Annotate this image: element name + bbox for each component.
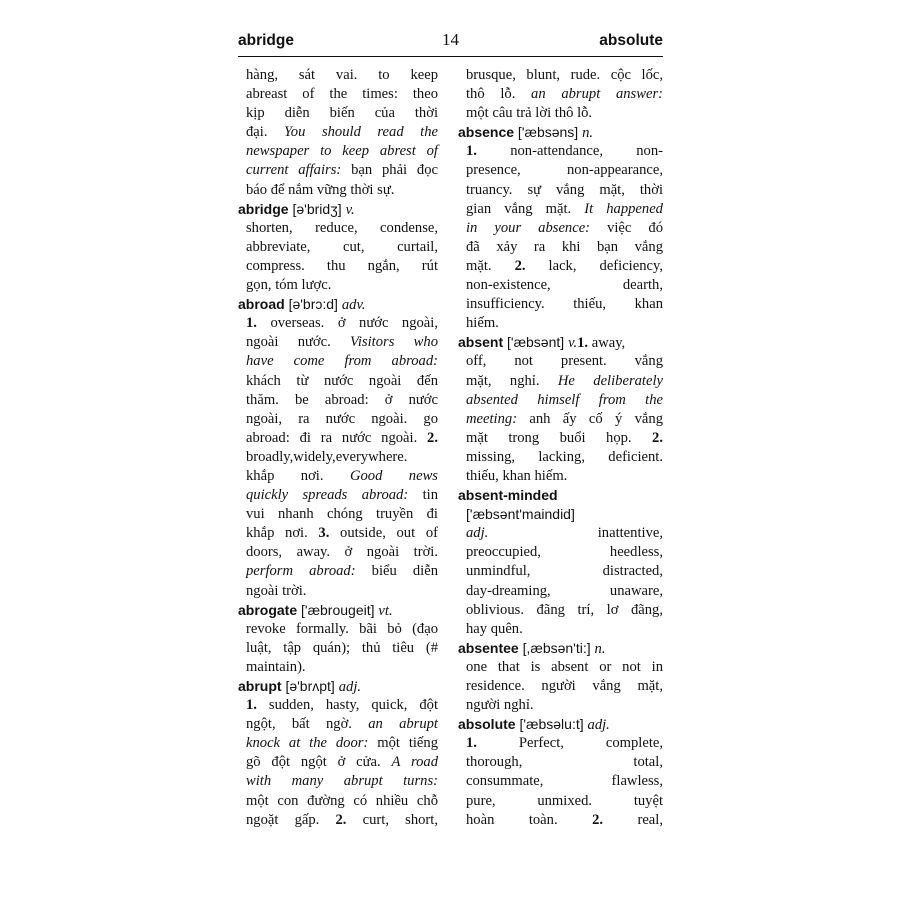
text-segment: ngoài, ra nước ngoài. go <box>246 410 438 427</box>
text-segment: revoke formally. bãi bỏ (đạo <box>246 620 438 637</box>
text-segment: abroad: đi ra nước ngoài. <box>246 429 428 446</box>
text-line <box>458 200 663 219</box>
text-line <box>458 792 663 811</box>
text-line <box>238 753 438 772</box>
text-line <box>238 314 438 333</box>
text-segment: luật, tập quán); thủ tiêu (# <box>246 639 438 656</box>
text-line <box>458 181 663 200</box>
text-line <box>458 142 663 161</box>
text-line <box>238 181 438 200</box>
text-segment: residence. người vắng mặt, <box>466 678 663 694</box>
italic-text: adj. <box>466 525 489 542</box>
text-line <box>458 601 663 620</box>
text-segment: truancy. sự vắng mặt, thời <box>466 181 663 198</box>
text-segment: đại. <box>246 124 285 141</box>
italic-text: adj. <box>338 679 362 695</box>
text-line <box>458 524 663 543</box>
text-line <box>458 811 663 830</box>
text-line <box>238 372 438 391</box>
entry-headline <box>458 715 663 734</box>
text-segment: ngoặt gấp. <box>246 811 336 828</box>
text-segment: day-dreaming, unaware, <box>466 582 663 599</box>
text-line <box>458 352 663 371</box>
headword: absolute <box>458 716 516 733</box>
text-line <box>238 104 438 123</box>
text-line <box>458 753 663 772</box>
text-line <box>238 734 438 753</box>
text-segment: một câu trả lời thô lỗ. <box>466 105 593 122</box>
text-segment: ngoài nước. <box>246 334 351 351</box>
text-segment: gọn, tóm lược. <box>246 277 332 294</box>
pronunciation: ['æbrougeit] <box>297 601 379 618</box>
entry-headline <box>458 639 663 658</box>
text-segment: lack, deficiency, <box>525 257 663 274</box>
sense-number: 1. <box>466 143 477 160</box>
text-line <box>238 772 438 791</box>
text-line <box>458 391 663 410</box>
text-segment: off, not present. vắng <box>466 353 663 370</box>
text-line <box>238 582 438 601</box>
text-segment: người nghỉ. <box>466 697 534 714</box>
entry-headline <box>238 200 438 219</box>
text-segment: khắp nơi. <box>246 525 319 542</box>
text-line <box>238 639 438 658</box>
text-segment: khắp nơi. <box>246 467 350 484</box>
headword: abrupt <box>238 678 282 694</box>
text-segment: preoccupied, heedless, <box>466 544 663 561</box>
italic-text: It happened <box>584 200 663 217</box>
text-line <box>238 410 438 429</box>
text-segment: hay quên. <box>466 620 523 637</box>
text-line <box>238 505 438 524</box>
text-line <box>458 66 663 85</box>
text-line <box>458 276 663 295</box>
italic-text: vt. <box>378 602 393 619</box>
text-line <box>458 677 663 696</box>
pronunciation: ['æbsənt'maindid] <box>466 506 575 523</box>
text-line <box>238 524 438 543</box>
text-segment: brusque, blunt, rude. cộc lốc, <box>466 67 663 83</box>
text-segment: consummate, flawless, <box>466 773 663 790</box>
text-line <box>238 658 438 677</box>
italic-text: He deliberately <box>557 372 663 389</box>
headword: abridge <box>238 200 289 217</box>
text-segment: mặt, nghỉ. <box>466 372 558 389</box>
italic-text: adv. <box>341 297 366 314</box>
text-segment: ngột, bất ngờ. <box>246 716 369 733</box>
sense-number: 1. <box>577 335 589 352</box>
text-line <box>238 792 438 811</box>
text-segment: thiếu, khan hiếm. <box>466 467 568 484</box>
text-segment: đã xảy ra khi bạn vắng <box>466 238 663 255</box>
italic-text: an abrupt answer: <box>531 86 663 103</box>
text-line <box>238 276 438 295</box>
text-segment: presence, non-appearance, <box>466 162 663 179</box>
text-line <box>458 161 663 180</box>
text-line <box>238 333 438 352</box>
text-line <box>238 66 438 85</box>
headword: absent <box>458 334 504 351</box>
text-segment: hoàn toàn. <box>466 811 593 828</box>
italic-text: perform abroad: <box>246 563 356 580</box>
text-line <box>238 620 438 639</box>
page-number: 14 <box>442 30 459 49</box>
text-line <box>238 238 438 257</box>
sense-number: 2. <box>514 257 526 274</box>
text-segment: outside, out of <box>329 525 438 542</box>
left-column <box>238 66 438 830</box>
text-segment: bạn phải đọc <box>341 162 438 179</box>
text-segment: sudden, hasty, quick, đột <box>256 697 438 714</box>
text-line <box>238 467 438 486</box>
text-line <box>238 352 438 371</box>
text-segment: anh ấy cố ý vắng <box>517 410 663 427</box>
text-line <box>238 486 438 505</box>
text-segment: real, <box>603 811 663 828</box>
italic-text: v. <box>568 335 578 352</box>
text-line <box>458 104 663 123</box>
text-segment: shorten, reduce, condense, <box>246 219 438 236</box>
text-line <box>238 219 438 238</box>
text-segment: abreast of the times: theo <box>246 86 438 103</box>
text-segment: pure, unmixed. tuyệt <box>466 792 663 809</box>
sense-number: 2. <box>335 811 347 828</box>
italic-text: knock at the door: <box>246 735 369 752</box>
pronunciation: ['æbsəlu:t] <box>515 716 588 733</box>
entry-headline <box>458 333 663 352</box>
headword: absent-minded <box>458 487 558 504</box>
text-line <box>458 238 663 257</box>
text-line <box>458 620 663 639</box>
text-segment: away, <box>588 335 626 352</box>
italic-text: newspaper to keep abrest of <box>246 143 438 160</box>
pronunciation: [ə'brʌpt] <box>281 678 339 694</box>
text-line <box>238 448 438 467</box>
text-segment: mặt trong buổi họp. <box>466 429 653 446</box>
text-segment: một con đường có nhiều chỗ <box>246 792 438 809</box>
text-line <box>458 314 663 333</box>
text-segment: missing, lacking, deficient. <box>466 448 663 465</box>
text-line <box>458 448 663 467</box>
text-segment: maintain). <box>246 658 306 675</box>
text-line <box>238 123 438 142</box>
text-line <box>238 391 438 410</box>
text-segment: insufficiency. thiếu, khan <box>466 296 663 313</box>
text-line <box>458 410 663 429</box>
sense-number: 1. <box>466 735 477 752</box>
entry-headline <box>238 295 438 314</box>
text-segment: một tiếng <box>368 735 438 752</box>
text-segment: hàng, sát vai. to keep <box>246 67 438 83</box>
text-segment: thô lỗ. <box>466 86 532 103</box>
text-line <box>238 715 438 734</box>
text-line <box>458 696 663 715</box>
italic-text: v. <box>345 201 355 218</box>
italic-text: absented himself from the <box>466 391 663 408</box>
italic-text: n. <box>594 640 606 657</box>
text-segment: khách từ nước ngoài đến <box>246 372 438 389</box>
text-line <box>458 772 663 791</box>
text-line <box>458 85 663 104</box>
text-segment: overseas. ở nước ngoài, <box>256 315 438 332</box>
text-line <box>458 505 663 524</box>
text-segment: inattentive, <box>488 525 663 542</box>
sense-number: 2. <box>592 811 604 828</box>
text-segment: biểu diễn <box>355 563 438 580</box>
pronunciation: ['æbsənt] <box>503 334 569 351</box>
text-line <box>458 543 663 562</box>
sense-number: 2. <box>427 429 438 446</box>
italic-text: n. <box>582 125 594 142</box>
text-segment: báo để nắm vững thời sự. <box>246 181 395 198</box>
text-line <box>458 257 663 276</box>
text-line <box>238 543 438 562</box>
text-segment: ngoài trời. <box>246 582 307 599</box>
text-segment: kịp diễn biến của thời <box>246 105 438 122</box>
italic-text: You should read the <box>284 124 438 141</box>
sense-number: 3. <box>318 525 330 542</box>
text-line <box>238 429 438 448</box>
entry-headline <box>238 601 438 620</box>
text-line <box>458 467 663 486</box>
sense-number: 1. <box>246 315 257 332</box>
sense-number: 2. <box>652 429 663 446</box>
text-line <box>458 582 663 601</box>
italic-text: an abrupt <box>368 716 438 733</box>
italic-text: in your absence: <box>466 219 591 236</box>
text-line <box>238 562 438 581</box>
pronunciation: [ə'bridʒ] <box>288 200 346 217</box>
text-segment: tin <box>408 487 438 504</box>
headword: absence <box>458 124 515 141</box>
text-line <box>458 219 663 238</box>
text-segment: vui nhanh chóng truyền đi <box>246 506 438 523</box>
text-segment: one that is absent or not in <box>466 658 663 675</box>
text-line <box>458 562 663 581</box>
sense-number: 1. <box>246 697 257 714</box>
italic-text: adj. <box>587 717 610 734</box>
text-line <box>238 811 438 830</box>
text-segment: compress. thu ngắn, rút <box>246 257 438 274</box>
text-segment: gõ đột ngột ở cửa. <box>246 754 392 771</box>
headword: absentee <box>458 639 519 656</box>
italic-text: meeting: <box>466 410 518 427</box>
italic-text: A road <box>391 754 438 771</box>
text-segment: gian vắng mặt. <box>466 200 585 217</box>
italic-text: have come from abroad: <box>246 353 438 370</box>
text-segment: oblivious. đãng trí, lơ đãng, <box>466 601 663 618</box>
page-header <box>238 32 663 57</box>
text-segment: thăm. be abroad: ở nước <box>246 391 438 408</box>
text-segment: non-existence, dearth, <box>466 277 663 294</box>
guide-word-left: abridge <box>238 32 294 49</box>
text-segment: thorough, total, <box>466 754 663 771</box>
pronunciation: ['æbsəns] <box>514 124 583 141</box>
text-segment: việc đó <box>590 219 663 236</box>
entry-headline <box>458 486 663 505</box>
italic-text: quickly spreads abroad: <box>246 487 409 504</box>
headword: abroad <box>238 296 285 313</box>
text-segment: hiếm. <box>466 315 499 332</box>
guide-word-right: absolute <box>599 32 663 49</box>
pronunciation: [ə'brɔ:d] <box>284 296 342 313</box>
text-segment: curt, short, <box>346 811 438 828</box>
italic-text: current affairs: <box>246 162 342 179</box>
entry-headline <box>238 677 438 696</box>
italic-text: Visitors who <box>350 334 438 351</box>
text-segment: doors, away. ở ngoài trời. <box>246 544 438 561</box>
pronunciation: [,æbsən'ti:] <box>518 639 595 656</box>
right-column <box>458 66 663 830</box>
text-segment: non-attendance, non- <box>476 143 663 160</box>
headword: abrogate <box>238 601 298 618</box>
text-line <box>238 257 438 276</box>
italic-text: with many abrupt turns: <box>246 773 438 790</box>
text-line <box>238 85 438 104</box>
italic-text: Good news <box>349 467 438 484</box>
text-segment: unmindful, distracted, <box>466 563 663 580</box>
text-line <box>458 734 663 753</box>
text-line <box>458 295 663 314</box>
text-segment: abbreviate, cut, curtail, <box>246 238 438 255</box>
entry-headline <box>458 123 663 142</box>
text-line <box>458 658 663 677</box>
text-line <box>238 696 438 715</box>
text-segment: Perfect, complete, <box>476 735 663 752</box>
text-line <box>458 429 663 448</box>
text-segment: mặt. <box>466 257 515 274</box>
text-line <box>238 161 438 180</box>
text-line <box>458 372 663 391</box>
text-segment: broadly,widely,everywhere. <box>246 448 408 465</box>
text-line <box>238 142 438 161</box>
